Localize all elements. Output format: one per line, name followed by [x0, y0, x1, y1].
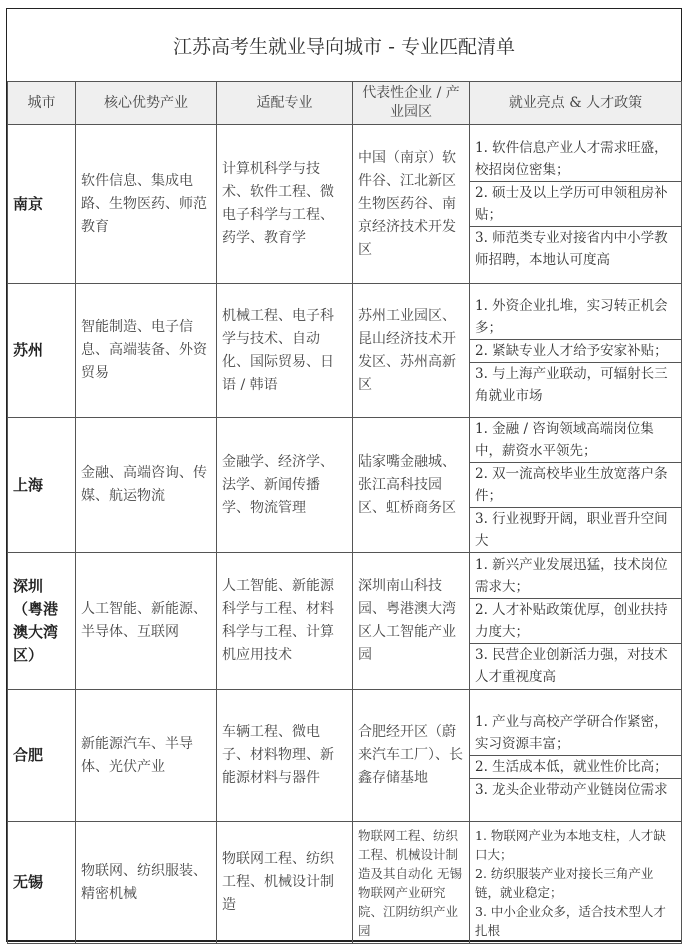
parks-cell: 物联网工程、纺织工程、机械设计制造及其自动化 无锡物联网产业研究院、江阴纺织产业园	[353, 822, 470, 944]
majors-cell: 机械工程、电子科学与技术、自动化、国际贸易、日语 / 韩语	[217, 284, 353, 418]
table-row	[8, 553, 682, 690]
parks-cell: 苏州工业园区、昆山经济技术开发区、苏州高新区	[353, 284, 470, 418]
highlight-item: 1. 软件信息产业人才需求旺盛，校招岗位密集；	[470, 137, 681, 182]
highlight-item: 1. 金融 / 咨询领域高端岗位集中，薪资水平领先；	[470, 418, 681, 463]
parks-cell: 深圳南山科技园、粤港澳大湾区人工智能产业园	[353, 553, 470, 690]
highlight-item: 1. 新兴产业发展迅猛，技术岗位需求大；	[470, 554, 681, 599]
highlight-item: 1. 外资企业扎堆，实习转正机会多；	[470, 295, 681, 340]
industries-cell: 智能制造、电子信息、高端装备、外资贸易	[76, 284, 217, 418]
highlights-cell	[470, 822, 682, 944]
city-cell: 合肥	[8, 690, 76, 822]
parks-cell: 中国（南京）软件谷、江北新区生物医药谷、南京经济技术开发区	[353, 125, 470, 284]
table-row	[8, 284, 682, 418]
header-row	[8, 82, 682, 125]
highlight-item: 2. 紧缺专业人才给予安家补贴；	[470, 340, 681, 363]
highlights-cell	[470, 125, 682, 284]
table-row	[8, 822, 682, 944]
parks-cell: 合肥经开区（蔚来汽车工厂）、长鑫存储基地	[353, 690, 470, 822]
table-title: 江苏高考生就业导向城市 - 专业匹配清单	[7, 9, 681, 82]
spreadsheet-page	[6, 8, 682, 942]
highlights-cell	[470, 418, 682, 553]
highlight-item: 3. 行业视野开阔，职业晋升空间大	[475, 511, 668, 549]
highlight-item: 2. 纺织服装产业对接长三角产业链，就业稳定；	[475, 865, 654, 900]
parks-cell: 陆家嘴金融城、张江高科技园区、虹桥商务区	[353, 418, 470, 553]
industries-cell: 物联网、纺织服装、精密机械	[76, 822, 217, 944]
city-cell: 上海	[8, 418, 76, 553]
highlight-item: 2. 生活成本低，就业性价比高；	[470, 756, 681, 779]
highlights-cell	[470, 690, 682, 822]
industries-cell: 金融、高端咨询、传媒、航运物流	[76, 418, 217, 553]
industries-cell: 软件信息、集成电路、生物医药、师范教育	[76, 125, 217, 284]
highlight-item: 1. 物联网产业为本地支柱，人才缺口大；	[475, 827, 666, 862]
highlights-cell	[470, 284, 682, 418]
highlight-item: 3. 与上海产业联动，可辐射长三角就业市场	[475, 365, 668, 404]
majors-cell: 计算机科学与技术、软件工程、微电子科学与工程、药学、教育学	[217, 125, 353, 284]
highlight-item: 1. 产业与高校产学研合作紧密，实习资源丰富；	[470, 711, 681, 756]
industries-cell: 新能源汽车、半导体、光伏产业	[76, 690, 217, 822]
majors-cell: 物联网工程、纺织工程、机械设计制造	[217, 822, 353, 944]
highlight-item: 3. 民营企业创新活力强，对技术人才重视度高	[475, 647, 668, 685]
majors-cell: 车辆工程、微电子、材料物理、新能源材料与器件	[217, 690, 353, 822]
city-major-table	[7, 81, 682, 944]
city-cell: 苏州	[8, 284, 76, 418]
city-cell: 深圳（粤港澳大湾区）	[8, 553, 76, 690]
table-row	[8, 125, 682, 284]
highlights-cell	[470, 553, 682, 690]
header-highlights: 就业亮点 & 人才政策	[470, 82, 682, 125]
majors-cell: 人工智能、新能源科学与工程、材料科学与工程、计算机应用技术	[217, 553, 353, 690]
city-cell: 无锡	[8, 822, 76, 944]
industries-cell: 人工智能、新能源、半导体、互联网	[76, 553, 217, 690]
header-parks: 代表性企业 / 产业园区	[353, 82, 470, 125]
header-majors: 适配专业	[217, 82, 353, 125]
highlight-item: 3. 师范类专业对接省内中小学教师招聘，本地认可度高	[475, 230, 668, 268]
highlight-item: 3. 中小企业众多，适合技术型人才扎根	[475, 903, 666, 938]
highlight-item: 2. 人才补贴政策优厚，创业扶持力度大；	[470, 599, 681, 644]
majors-cell: 金融学、经济学、法学、新闻传播学、物流管理	[217, 418, 353, 553]
highlight-item: 2. 双一流高校毕业生放宽落户条件；	[470, 463, 681, 508]
table-row	[8, 418, 682, 553]
highlight-item: 3. 龙头企业带动产业链岗位需求	[475, 781, 668, 798]
header-industries: 核心优势产业	[76, 82, 217, 125]
header-city: 城市	[8, 82, 76, 125]
highlight-item: 2. 硕士及以上学历可申领租房补贴；	[470, 182, 681, 227]
city-cell: 南京	[8, 125, 76, 284]
table-row	[8, 690, 682, 822]
